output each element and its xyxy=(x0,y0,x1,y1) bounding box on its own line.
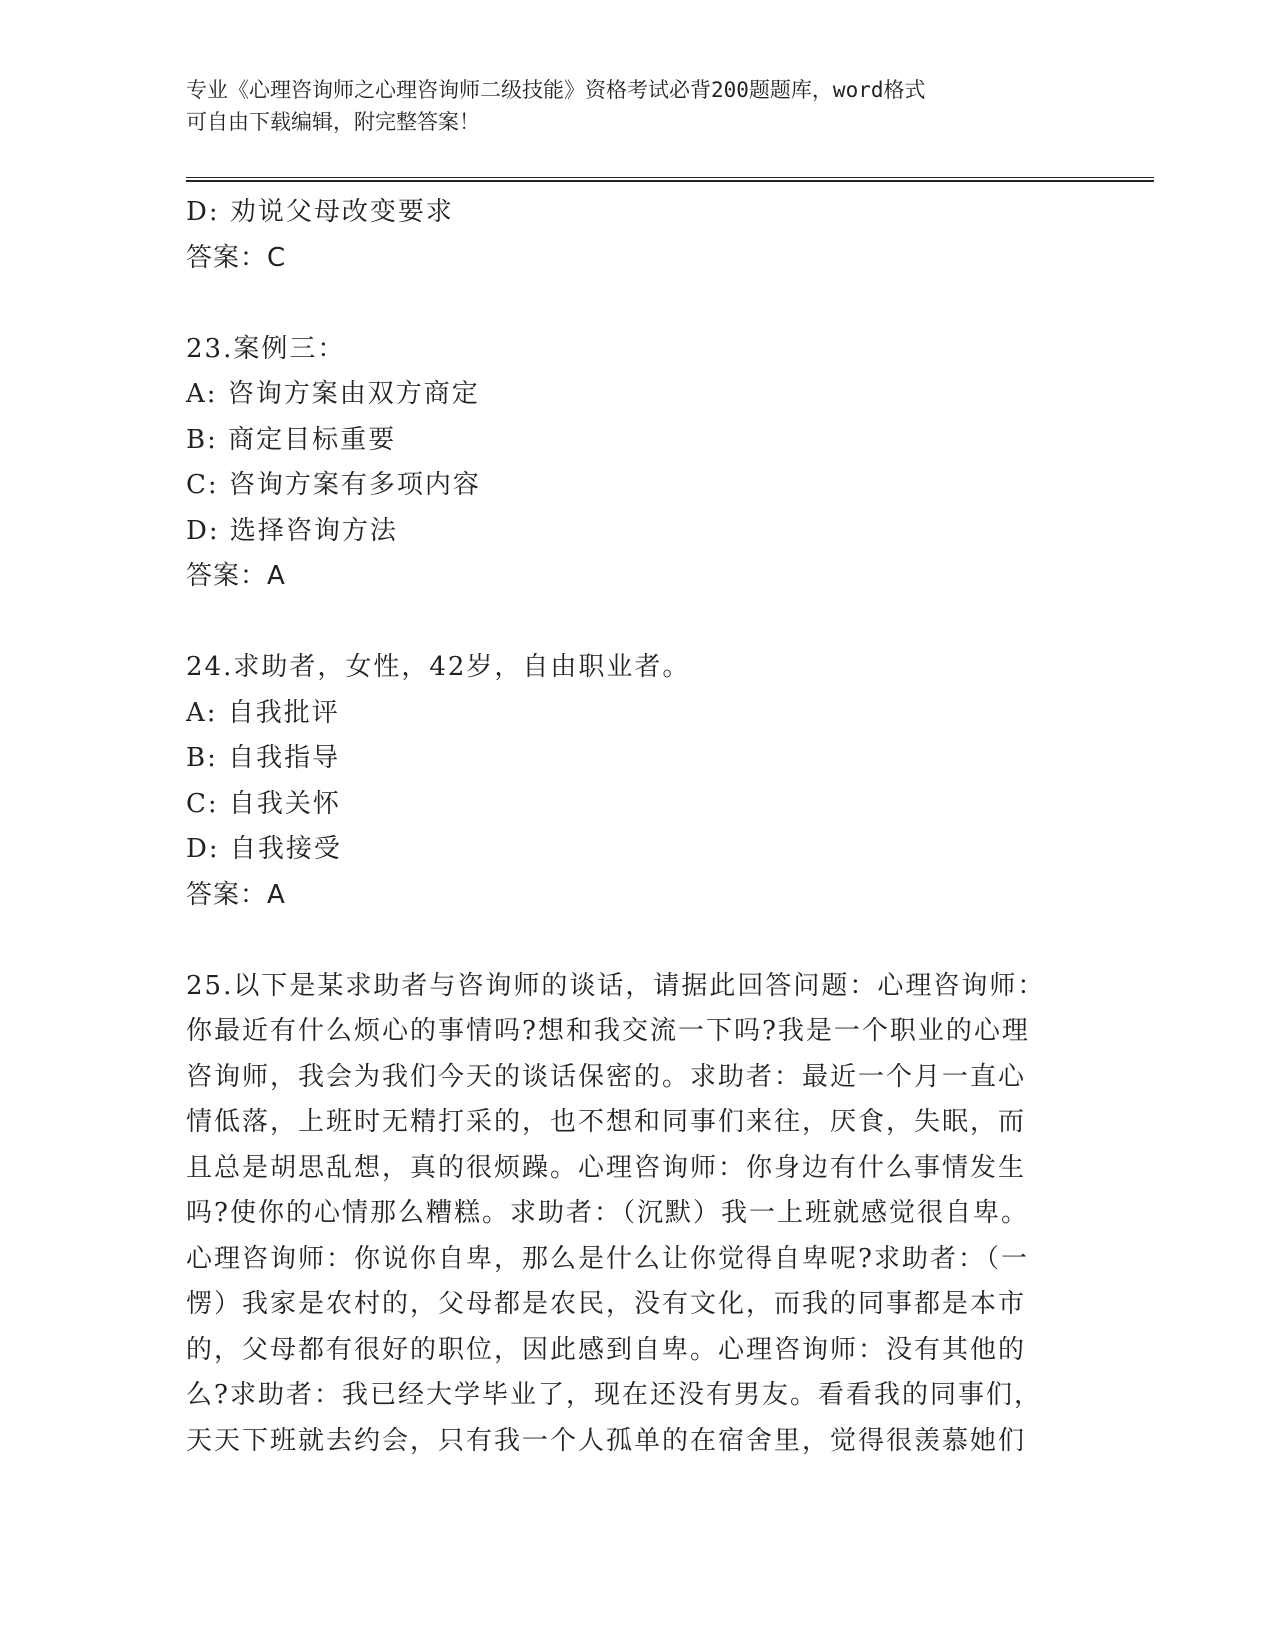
question-25-line: 么?求助者：我已经大学毕业了，现在还没有男友。看看我的同事们， xyxy=(186,1380,1042,1410)
question-25 xyxy=(186,964,1076,1465)
option-b: B: 商定目标重要 xyxy=(186,424,397,455)
document-header xyxy=(186,74,1066,138)
question-23 xyxy=(186,327,1076,600)
question-25-line: 心理咨询师：你说你自卑，那么是什么让你觉得自卑呢?求助者：（一 xyxy=(186,1243,1029,1274)
question-stem: 23.案例三： xyxy=(186,333,346,364)
question-25-line: 你最近有什么烦心的事情吗?想和我交流一下吗?我是一个职业的心理 xyxy=(186,1016,1030,1046)
option-a: A: 自我批评 xyxy=(186,697,340,728)
question-25-line: 25.以下是某求助者与咨询师的谈话，请据此回答问题：心理咨询师： xyxy=(186,970,1046,1001)
option-d: D: 劝说父母改变要求 xyxy=(186,197,454,227)
question-25-line: 的，父母都有很好的职位，因此感到自卑。心理咨询师：没有其他的 xyxy=(186,1334,1027,1365)
option-d: D: 自我接受 xyxy=(186,834,342,864)
header-divider xyxy=(186,177,1154,182)
option-b: B: 自我指导 xyxy=(186,743,341,773)
question-24 xyxy=(186,645,1076,918)
option-a: A: 咨询方案由双方商定 xyxy=(186,379,480,409)
answer-label: 答案：A xyxy=(186,879,286,910)
question-25-line: 咨询师，我会为我们今天的谈话保密的。求助者：最近一个月一直心 xyxy=(186,1061,1027,1092)
question-25-line: 情低落，上班时无精打采的，也不想和同事们来往，厌食，失眠，而 xyxy=(186,1107,1027,1137)
question-25-line: 且总是胡思乱想，真的很烦躁。心理咨询师：你身边有什么事情发生 xyxy=(186,1152,1027,1183)
spacer xyxy=(186,281,1076,327)
question-25-line: 天天下班就去约会，只有我一个人孤单的在宿舍里，觉得很羡慕她们 xyxy=(186,1425,1027,1456)
document-body xyxy=(186,190,1076,1464)
option-d: D: 选择咨询方法 xyxy=(186,515,398,546)
option-c: C: 自我关怀 xyxy=(186,788,341,819)
question-25-line: 吗?使你的心情那么糟糕。求助者：（沉默）我一上班就感觉很自卑。 xyxy=(186,1198,1029,1228)
answer-label: 答案：C xyxy=(186,242,287,273)
spacer xyxy=(186,918,1076,964)
header-line-2: 可自由下载编辑，附完整答案！ xyxy=(186,110,480,134)
spacer xyxy=(186,600,1076,646)
question-stem: 24.求助者，女性，42岁，自由职业者。 xyxy=(186,652,691,682)
option-c: C: 咨询方案有多项内容 xyxy=(186,470,481,500)
answer-label: 答案：A xyxy=(186,561,286,591)
header-line-1: 专业《心理咨询师之心理咨询师二级技能》资格考试必背200题题库，word格式 xyxy=(186,78,926,102)
question-25-line: 愣）我家是农村的，父母都是农民，没有文化，而我的同事都是本市 xyxy=(186,1289,1027,1319)
